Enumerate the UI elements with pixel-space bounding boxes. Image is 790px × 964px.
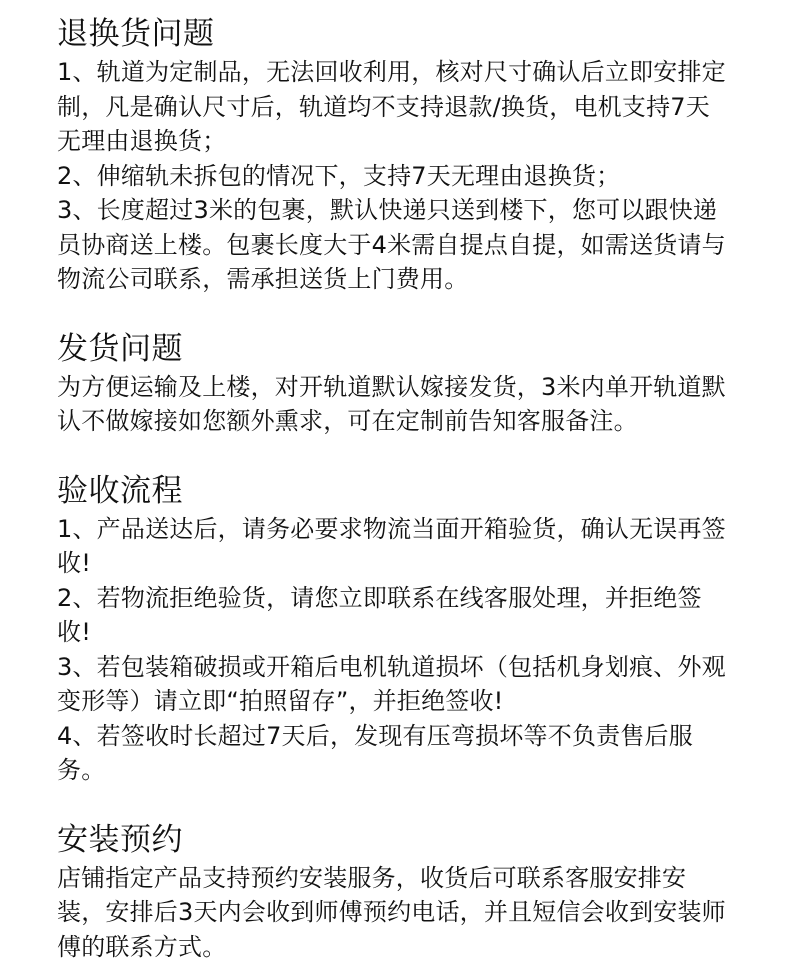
section-shipping xyxy=(57,331,734,439)
shipping-paragraph: 为方便运输及上楼，对开轨道默认嫁接发货，3米内单开轨道默认不做嫁接如您额外熏求，可在定制前告知客服备注。 xyxy=(57,370,734,439)
section-title-shipping: 发货问题 xyxy=(57,331,734,367)
section-returns xyxy=(57,16,734,297)
section-title-inspection: 验收流程 xyxy=(57,473,734,509)
section-installation xyxy=(57,822,734,964)
returns-item-2: 2、伸缩轨未拆包的情况下，支持7天无理由退换货； xyxy=(57,159,734,194)
returns-item-1: 1、轨道为定制品，无法回收利用，核对尺寸确认后立即安排定制，凡是确认尺寸后，轨道均不支持退款/换货，电机支持7天无理由退换货； xyxy=(57,55,734,159)
inspection-item-1: 1、产品送达后，请务必要求物流当面开箱验货，确认无误再签收! xyxy=(57,512,734,581)
inspection-item-2: 2、若物流拒绝验货，请您立即联系在线客服处理，并拒绝签收! xyxy=(57,581,734,650)
section-title-installation: 安装预约 xyxy=(57,822,734,858)
section-inspection xyxy=(57,473,734,788)
returns-item-3: 3、长度超过3米的包裹，默认快递只送到楼下，您可以跟快递员协商送上楼。包裹长度大于4米需自提点自提，如需送货请与物流公司联系，需承担送货上门费用。 xyxy=(57,193,734,297)
installation-paragraph: 店铺指定产品支持预约安装服务，收货后可联系客服安排安装，安排后3天内会收到师傅预约电话，并且短信会收到安装师傅的联系方式。 xyxy=(57,861,734,964)
inspection-item-3: 3、若包装箱破损或开箱后电机轨道损坏（包括机身划痕、外观变形等）请立即“拍照留存”，并拒绝签收! xyxy=(57,650,734,719)
inspection-item-4: 4、若签收时长超过7天后，发现有压弯损坏等不负责售后服务。 xyxy=(57,719,734,788)
section-title-returns: 退换货问题 xyxy=(57,16,734,52)
